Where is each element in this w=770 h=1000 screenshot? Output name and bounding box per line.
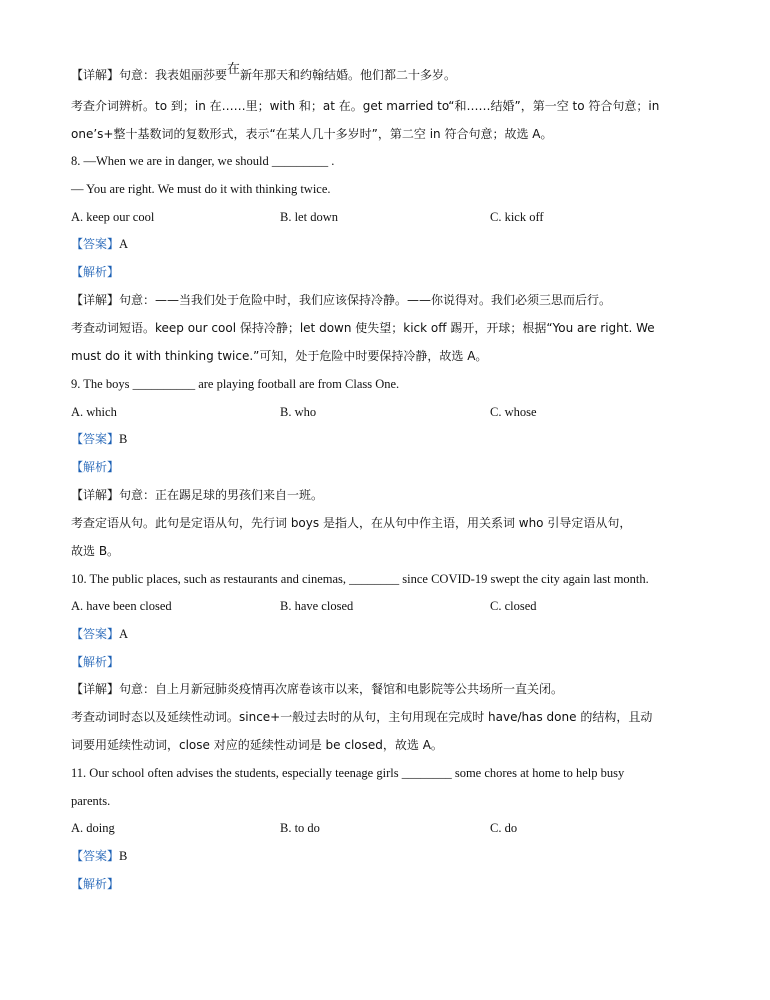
- q11-analysis-line: [71, 876, 711, 892]
- q9-exp-line-2: 故选 B。: [71, 544, 120, 558]
- q7-detail-line: [71, 62, 711, 84]
- q9-stem: 9. The boys __________ are playing football are from Class One.: [71, 377, 400, 391]
- q11-option-a: A. doing: [71, 821, 115, 835]
- q9-option-c: C. whose: [490, 405, 537, 419]
- q8-option-b: B. let down: [280, 210, 338, 224]
- q10-stem: 10. The public places, such as restaurants and cinemas, ________ since COVID-19 swept the city again last month.: [71, 572, 649, 586]
- detail-tag: 【详解】: [71, 68, 120, 82]
- q10-option-c: C. closed: [490, 599, 537, 613]
- q7-exp-line-1: 考查介词辨析。to 到；in 在……里；with 和；at 在。get married to“和……结婚”，第一空 to 符合句意；in: [71, 99, 660, 113]
- q10-answer: A: [119, 627, 129, 641]
- q10-detail: 句意：自上月新冠肺炎疫情再次席卷该市以来，餐馆和电影院等公共场所一直关闭。: [119, 682, 564, 696]
- q8-option-c: C. kick off: [490, 210, 544, 224]
- q10-answer-line: [71, 626, 711, 642]
- q10-option-a: A. have been closed: [71, 599, 172, 613]
- answer-tag: 【答案】: [71, 432, 120, 446]
- q10-exp-line-1: 考查动词时态以及延续性动词。since+一般过去时的从句，主句用现在完成时 have/has done 的结构，且动: [71, 710, 653, 724]
- detail-tag: 【详解】: [71, 293, 120, 307]
- q11-option-b: B. to do: [280, 821, 320, 835]
- q9-answer-line: [71, 431, 711, 447]
- answer-tag: 【答案】: [71, 237, 120, 251]
- q9-detail-line: [71, 487, 711, 503]
- q7-exp-line-2: one’s+整十基数词的复数形式，表示“在某人几十多岁时”，第二空 in 符合句意；故选 A。: [71, 127, 553, 141]
- detail-tag: 【详解】: [71, 682, 120, 696]
- q8-answer-line: [71, 236, 711, 252]
- q11-answer-line: [71, 848, 711, 864]
- analysis-tag: 【解析】: [71, 655, 120, 669]
- analysis-tag: 【解析】: [71, 265, 120, 279]
- q8-option-a: A. keep our cool: [71, 210, 155, 224]
- analysis-tag: 【解析】: [71, 877, 120, 891]
- q10-option-b: B. have closed: [280, 599, 354, 613]
- analysis-tag: 【解析】: [71, 460, 120, 474]
- q11-option-c: C. do: [490, 821, 518, 835]
- q9-option-a: A. which: [71, 405, 117, 419]
- q8-detail: 句意：——当我们处于危险中时，我们应该保持冷静。——你说得对。我们必须三思而后行。: [119, 293, 612, 307]
- q11-stem-line-1: 11. Our school often advises the students, especially teenage girls ________ some chores at home to help busy: [71, 766, 625, 780]
- q9-analysis-line: [71, 459, 711, 475]
- q7-detail-a: 句意：我表姐丽莎要: [119, 68, 228, 82]
- answer-tag: 【答案】: [71, 849, 120, 863]
- q9-detail: 句意：正在踢足球的男孩们来自一班。: [119, 488, 324, 502]
- answer-tag: 【答案】: [71, 627, 120, 641]
- q8-answer: A: [119, 237, 129, 251]
- q11-stem-line-2: parents.: [71, 794, 111, 808]
- q8-stem: 8. —When we are in danger, we should _________ .: [71, 154, 335, 168]
- q9-option-b: B. who: [280, 405, 317, 419]
- q7-detail-sup: 在: [227, 62, 241, 77]
- q10-analysis-line: [71, 654, 711, 670]
- q7-detail-b: 新年那天和约翰结婚。他们都二十多岁。: [240, 68, 457, 82]
- q9-answer: B: [119, 432, 128, 446]
- q8-reply: — You are right. We must do it with thinking twice.: [71, 182, 331, 196]
- detail-tag: 【详解】: [71, 488, 120, 502]
- q8-exp-line-2: must do it with thinking twice.”可知，处于危险中时要保持冷静，故选 A。: [71, 349, 488, 363]
- q8-exp-line-1: 考查动词短语。keep our cool 保持冷静；let down 使失望；kick off 踢开，开球；根据“You are right. We: [71, 321, 655, 335]
- q8-detail-line: [71, 292, 711, 308]
- q11-answer: B: [119, 849, 128, 863]
- q10-detail-line: [71, 681, 711, 697]
- q9-exp-line-1: 考查定语从句。此句是定语从句，先行词 boys 是指人，在从句中作主语，用关系词 who 引导定语从句，: [71, 516, 632, 530]
- q10-exp-line-2: 词要用延续性动词，close 对应的延续性动词是 be closed，故选 A。: [71, 738, 443, 752]
- q8-analysis-line: [71, 264, 711, 280]
